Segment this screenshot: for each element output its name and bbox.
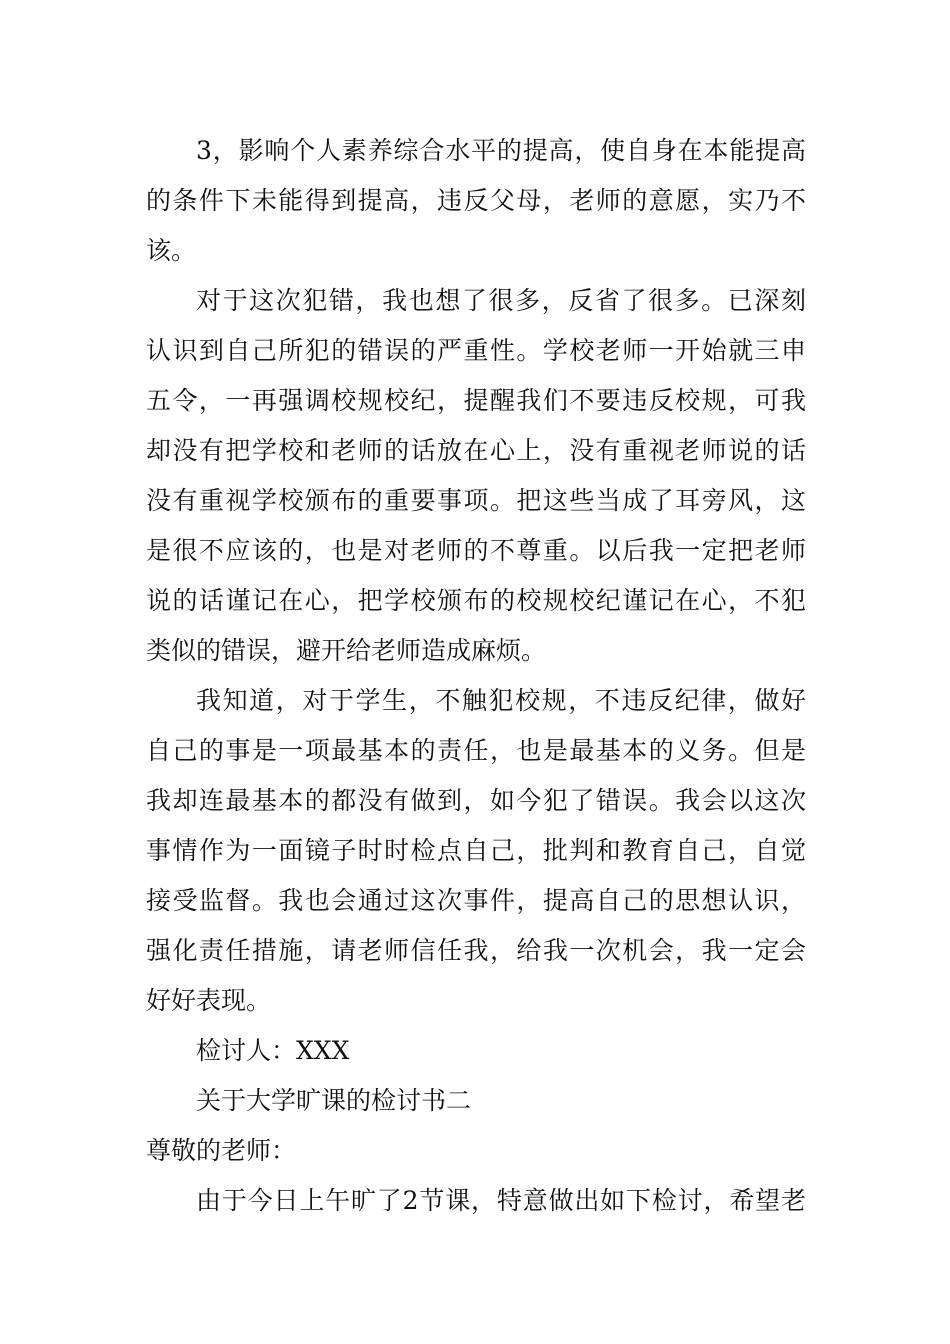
paragraph-opening — [146, 1176, 806, 1226]
text-line: 好好表现。 — [146, 986, 272, 1015]
paragraph-reflection — [146, 276, 806, 676]
text-line: 却没有把学校和老师的话放在心上，没有重视老师说的话 — [146, 436, 806, 465]
document-body — [146, 126, 806, 1226]
text-line: 我却连最基本的都没有做到，如今犯了错误。我会以这次 — [146, 786, 806, 815]
text-line: 强化责任措施，请老师信任我，给我一次机会，我一定会 — [146, 936, 806, 965]
text-line: 没有重视学校颁布的重要事项。把这些当成了耳旁风，这 — [146, 486, 806, 515]
signature: 检讨人：XXX — [196, 1036, 350, 1065]
text-line: 该。 — [146, 236, 197, 265]
text-line: 对于这次犯错，我也想了很多，反省了很多。已深刻 — [196, 286, 806, 315]
text-line: 认识到自己所犯的错误的严重性。学校老师一开始就三申 — [146, 336, 806, 365]
text-line: 是很不应该的，也是对老师的不尊重。以后我一定把老师 — [146, 536, 806, 565]
salutation: 尊敬的老师： — [146, 1136, 297, 1165]
text-line: 自己的事是一项最基本的责任，也是最基本的义务。但是 — [146, 736, 806, 765]
text-line: 说的话谨记在心，把学校颁布的校规校纪谨记在心，不犯 — [146, 586, 806, 615]
text-line: 类似的错误，避开给老师造成麻烦。 — [146, 636, 547, 665]
text-line: 的条件下未能得到提高，违反父母，老师的意愿，实乃不 — [146, 186, 806, 215]
paragraph-consequence-3 — [146, 126, 806, 276]
text-line: 接受监督。我也会通过这次事件，提高自己的思想认识， — [146, 886, 806, 915]
text-line: 3，影响个人素养综合水平的提高，使自身在本能提高 — [196, 136, 806, 165]
text-line: 由于今日上午旷了2节课，特意做出如下检讨，希望老 — [196, 1186, 806, 1215]
paragraph-commitment — [146, 676, 806, 1026]
section-title: 关于大学旷课的检讨书二 — [196, 1086, 472, 1115]
text-line: 我知道，对于学生，不触犯校规，不违反纪律，做好 — [196, 686, 806, 715]
text-line: 事情作为一面镜子时时检点自己，批判和教育自己，自觉 — [146, 836, 806, 865]
text-line: 五令，一再强调校规校纪，提醒我们不要违反校规，可我 — [146, 386, 806, 415]
